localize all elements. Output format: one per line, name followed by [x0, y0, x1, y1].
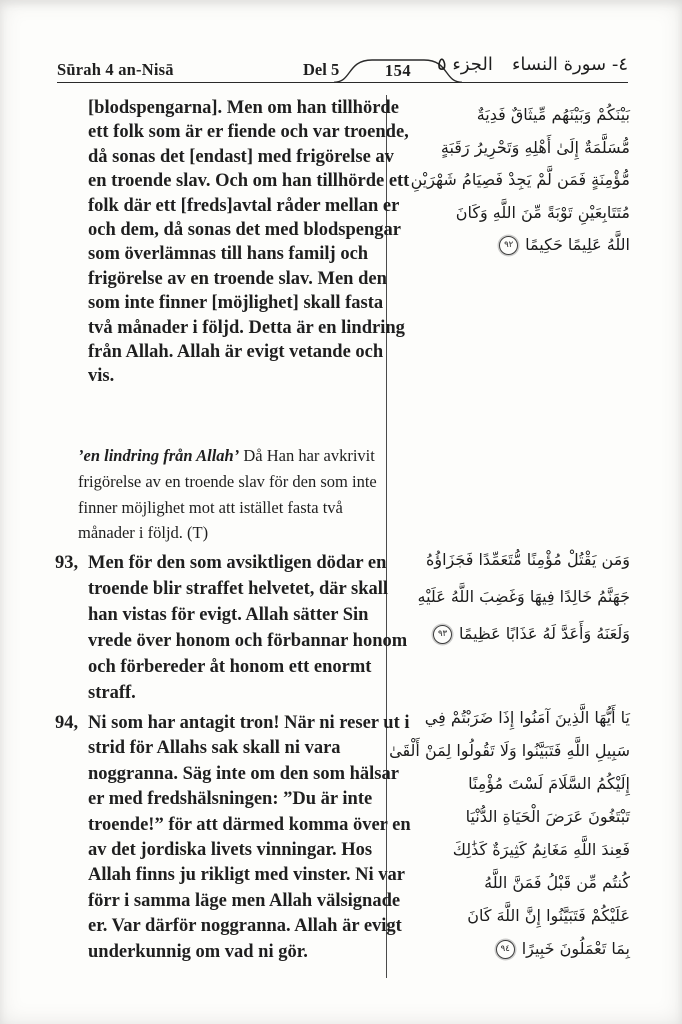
verse-93-text: Men för den som avsiktligen dödar en troende blir straffet helvetet, där skall han vistas för evigt. Allah sätter Sin vrede över honom och förbannar honom och förbereder åt honom ett enormt straff.	[88, 553, 408, 703]
arabic-line: وَمَن يَقْتُلْ مُؤْمِنًا مُّتَعَمِّدًا فَجَزَاؤُهُ	[426, 550, 630, 569]
verse-94-number: 94,	[55, 713, 79, 733]
arabic-line: مُّسَلَّمَةٌ إِلَىٰ أَهْلِهِ وَتَحْرِيرُ رَقَبَةٍ	[440, 137, 630, 157]
page-number: 154	[384, 61, 412, 80]
header-rule	[57, 82, 628, 83]
arabic-line: اللَّهُ عَلِيمًا حَكِيمًا ٩٢	[392, 229, 630, 262]
arabic-line: سَبِيلِ اللَّهِ فَتَبَيَّنُوا وَلَا تَقُولُوا لِمَنْ أَلْقَىٰ	[389, 741, 630, 760]
commentary-body: Då Han har avkrivit frigörelse av en troende slav för den som inte finner möjlighet mot att istället fasta två månader i följd. (T)	[78, 446, 377, 543]
arabic-line: إِلَيْكُمُ السَّلَامَ لَسْتَ مُؤْمِنًا	[468, 774, 630, 793]
verse-93-paragraph	[55, 551, 412, 706]
arabic-line: كُنتُم مِّن قَبْلُ فَمَنَّ اللَّهُ	[484, 873, 630, 892]
arabic-line: تَبْتَغُونَ عَرَضَ الْحَيَاةِ الدُّنْيَا	[465, 807, 630, 826]
arabic-line: مُّؤْمِنَةٍ فَمَن لَّمْ يَجِدْ فَصِيَامُ شَهْرَيْنِ	[410, 170, 630, 189]
arabic-verse-92-block	[392, 99, 630, 262]
commentary-lead: ’en lindring från Allah’	[78, 446, 240, 465]
arabic-line: يَا أَيُّهَا الَّذِينَ آمَنُوا إِذَا ضَرَبْتُمْ فِي	[424, 708, 630, 727]
verse-94-paragraph	[55, 711, 412, 965]
arabic-verse-93-block	[392, 541, 630, 652]
verse-94-text: Ni som har antagit tron! När ni reser ut i strid för Allahs sak skall ni vara noggranna. Säg inte om den som hälsar er med fredshälsningen: ”Du är inte troende!” för att därmed komma över en av det jordiska livets vinningar. Hos Allah finns ju rikligt med vinster. Ni var förr i samma läge men Allah välsignade er. Var därför noggranna. Allah är evigt underkunnig om vad ni gör.	[88, 713, 411, 962]
verse-end-marker-94: ٩٤	[496, 940, 515, 959]
arabic-line: مُتَتَابِعَيْنِ تَوْبَةً مِّنَ اللَّهِ وَكَانَ	[455, 202, 630, 222]
verse-end-marker-93: ٩٣	[433, 625, 452, 644]
arabic-verse-94-block	[389, 701, 630, 965]
arabic-line: جَهَنَّمُ خَالِدًا فِيهَا وَغَضِبَ اللَّهُ عَلَيْهِ	[417, 587, 630, 606]
surah-title-arabic: ٤- سورة النساء	[511, 54, 628, 75]
part-label: Del 5	[303, 60, 340, 79]
arabic-line: بَيْنَكُمْ وَبَيْنَهُم مِّيثَاقٌ فَدِيَةٌ	[476, 105, 630, 124]
verse-93-number: 93,	[55, 553, 79, 573]
verse-end-marker-92: ٩٢	[499, 236, 518, 255]
arabic-line: وَلَعَنَهُ وَأَعَدَّ لَهُ عَذَابًا عَظِيمًا ٩٣	[392, 615, 630, 652]
arabic-line: فَعِندَ اللَّهِ مَغَانِمُ كَثِيرَةٌ كَذَٰلِكَ	[452, 840, 630, 859]
juz-label-arabic: الجزء ٥	[437, 54, 493, 75]
surah-title-latin: Sūrah 4 an-Nisā	[57, 60, 174, 79]
verse-92-continuation-paragraph: [blodspengarna]. Men om han tillhörde ett folk som är er fiende och var troende, då sonas det [endast] med frigörelse av en troende slav. Och om han tillhörde ett folk där ett [freds]avtal råder mellan er och dem, då sonas det med blodspengar som överlämnas till hans familj och frigörelse av en troende slav. Men den som inte finner [möjlighet] skall fasta två månader i följd. Detta är en lindring från Allah. Allah är evigt vetande och vis.	[88, 98, 410, 387]
commentary-paragraph	[55, 443, 402, 546]
arabic-line: بِمَا تَعْمَلُونَ خَبِيرًا ٩٤	[392, 932, 630, 965]
arabic-line: عَلَيْكُمْ فَتَبَيَّنُوا إِنَّ اللَّهَ كَانَ	[467, 906, 630, 925]
